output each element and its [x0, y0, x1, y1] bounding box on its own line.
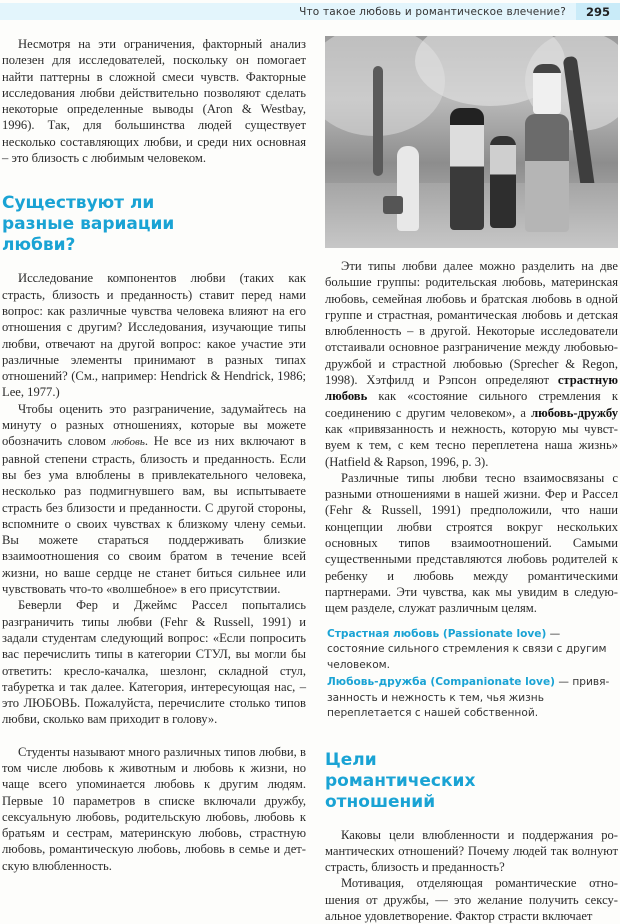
running-title: Что такое любовь и романтическое влечение? [299, 5, 566, 18]
paragraph [2, 401, 306, 598]
right-column [325, 36, 618, 924]
text-run: Эти типы любви далее можно разделить на две большие группы: родительская любовь, материнская любовь, семейная любовь и братская любовь в одной группе и страстная, романтическая любовь и детская влюбленность – в другой. Некоторые исследователи отстаивали основное разграничение между любовью-дружбой и страстной любовью (Sprecher & Regon, 1998). Хэтфилд и Рэпсон определяют [325, 259, 618, 388]
glossary-definition: — привязанность и нежность к тем, чья жизнь переплетается с нашей собственной. [327, 676, 610, 720]
basket [383, 196, 403, 214]
paragraph: Студенты называют много различных типов любви, в том числе любовь к животным и любовь к жизни, но чаще всего упоминается любовь к другим людям. Первые 10 параметров в списке включали дружбу, сексуальную любовь, родительскую любовь, любовь к братьям и сестрам, материнскую любовь, страстную любовь, романтическую любовь, любовь в семье и детскую влюбленность. [2, 744, 306, 873]
boy-figure [490, 136, 516, 228]
key-term-passionate-love: страстную любовь [325, 373, 618, 404]
text-run: как «состояние сильного стремления к соединению с другим человеком», а [325, 389, 618, 420]
paragraph: Исследование компонентов любви (таких как страсть, близость и преданность) ставит перед нами вопрос: как различные чувства человека влияют на его отношения с другим? Исследования, изучающие типы любви, отвечают на другой вопрос: какое участие эти различные элементы принимают в разных типах отношений? (См., например: Hendrick & Hendrick, 1986; Lee, 1977.) [2, 271, 306, 400]
tree-trunk [373, 66, 383, 176]
child-on-shoulders-figure [533, 64, 561, 114]
glossary-box [325, 627, 618, 722]
text-run: как «привязанность и нежность, которую мы чувствуем к тем, с кем тесно переплетена наша жизнь» (Hatfield & Rapson, 1996, p. 3). [325, 421, 618, 469]
paragraph [325, 258, 618, 470]
running-header [0, 3, 620, 20]
left-column [2, 36, 306, 874]
page-number: 295 [576, 3, 620, 20]
glossary-entry [327, 675, 618, 722]
paragraph: Каковы цели влюбленности и поддержания романтических отношений? Почему людей так волнуют страсть, близость и преданность? [325, 827, 618, 875]
paragraph: Мотивация, отделяющая романтические отношения от дружбы, — это желание получить сексуальное удовлетворение. Фактор страсти включает [325, 876, 618, 924]
text-run: . Не все из них включают в равной степени страсть, близость и преданность. Если вы без ума влюблены в привлекательного человека, несколько раз подмигнувшего вам, вы испытываете страсть без близости и преданности. С другой стороны, вспомните о своих чувствах к близкому члену семьи. Вы можете стараться поддерживать близкие взаимоотношения со своим братом в течение всей жизни, но ваше сердце не станет биться сильнее или чувствовать что-то «волшебное» в его присутствии. [2, 434, 306, 597]
section-heading-romantic-goals: Цели романтических отношений [325, 749, 476, 812]
glossary-term: Страстная любовь (Passionate love) [327, 627, 547, 640]
glossary-entry [327, 627, 618, 674]
paragraph: Различные типы любви тесно взаимосвязаны с разными отношениями в нашей жизни. Фер и Рассел (Fehr & Russell, 1991) предположили, что наши концепции любви строятся вокруг нескольких основных типов взаимоотношений. Самыми существенными представляются любовь родителей к ребенку и любовь между романтическими партнерами. Эти чувства, как мы увидим в следующем разделе, служат различным целям. [325, 470, 618, 616]
glossary-term: Любовь-дружба (Companionate love) [327, 676, 555, 689]
glossary-definition: — состояние сильного стремления к связи с другим человеком. [327, 627, 607, 671]
woman-figure [450, 108, 484, 230]
paragraph: Беверли Фер и Джеймс Рассел попытались разграничить типы любви (Fehr & Russell, 1991) и задали студентам следующий вопрос: «Если попросить вас перечислить типы в категории СТУЛ, вы могли бы ответить: кресло-качалка, шезлонг, складной стул, табуретка и так далее. Категория, интересующая нас, – это ЛЮБОВЬ. Пожалуйста, перечислите столько типов любви, сколько вам приходит в голову». [2, 598, 306, 727]
family-photo [325, 36, 618, 248]
section-heading-love-variations: Существуют ли разные вариации любви? [2, 193, 175, 256]
man-figure [525, 114, 569, 232]
girl-figure [397, 146, 419, 231]
italic-term: любовь [111, 436, 145, 449]
paragraph: Несмотря на эти ограничения, факторный анализ полезен для исследователей, поскольку он помогает найти паттерны в сложной смеси чувств. Факторные исследования любви действительно позволяют сделать некоторые определенные выводы (Aron & Westbay, 1996). Так, для большинства людей существует несколько составляющих любви, и среди них основная – это близость с любимым человеком. [2, 37, 306, 166]
key-term-companionate-love: любовь-дружбу [531, 405, 618, 420]
text-run: Чтобы оценить это разграничение, задумайтесь на минуту о разных отношениях, которые вы можете обозначить словом [2, 401, 306, 449]
